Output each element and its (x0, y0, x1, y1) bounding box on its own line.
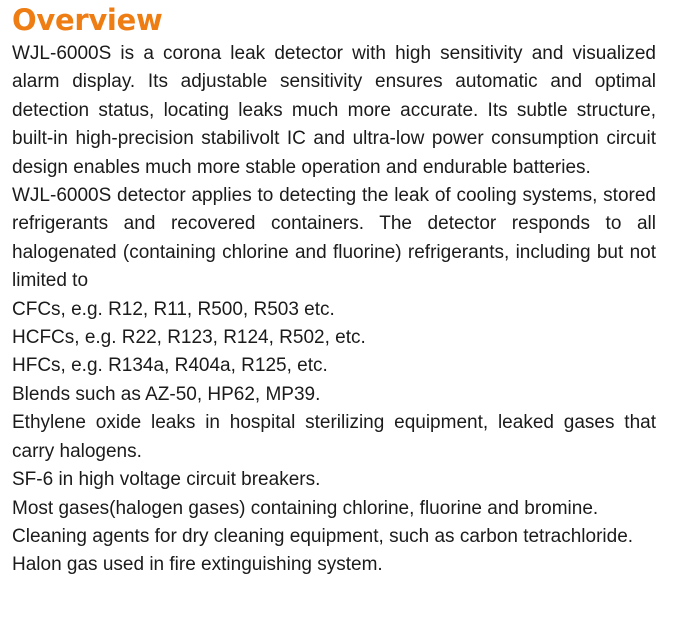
section-title: Overview (12, 3, 163, 37)
list-item: Ethylene oxide leaks in hospital sterilizing equipment, leaked gases that carry halogens. (12, 412, 656, 462)
list-item: Cleaning agents for dry cleaning equipment, such as carbon tetrachloride. (12, 525, 634, 547)
list-item: Blends such as AZ-50, HP62, MP39. (12, 383, 321, 405)
intro-paragraph: WJL-6000S is a corona leak detector with high sensitivity and visualized alarm display. Its adjustable sensitivity ensures automatic and optimal detection status, locating leaks much more accurate. Its subtle structure, built-in high-precision stabilivolt IC and ultra-low power consumption circuit design enables much more stable operation and endurable batteries. (12, 43, 656, 178)
list-item: Most gases(halogen gases) containing chlorine, fluorine and bromine. (12, 497, 599, 519)
list-item: Halon gas used in fire extinguishing system. (12, 554, 383, 576)
application-paragraph: WJL-6000S detector applies to detecting the leak of cooling systems, stored refrigerants and recovered containers. The detector responds to all halogenated (containing chlorine and fluorine) refrigerants, including but not limited to (12, 185, 656, 292)
list-item: HFCs, e.g. R134a, R404a, R125, etc. (12, 355, 328, 377)
list-item: SF-6 in high voltage circuit breakers. (12, 469, 321, 491)
list-item: CFCs, e.g. R12, R11, R500, R503 etc. (12, 298, 335, 320)
overview-section (12, 4, 656, 580)
list-item: HCFCs, e.g. R22, R123, R124, R502, etc. (12, 327, 366, 349)
